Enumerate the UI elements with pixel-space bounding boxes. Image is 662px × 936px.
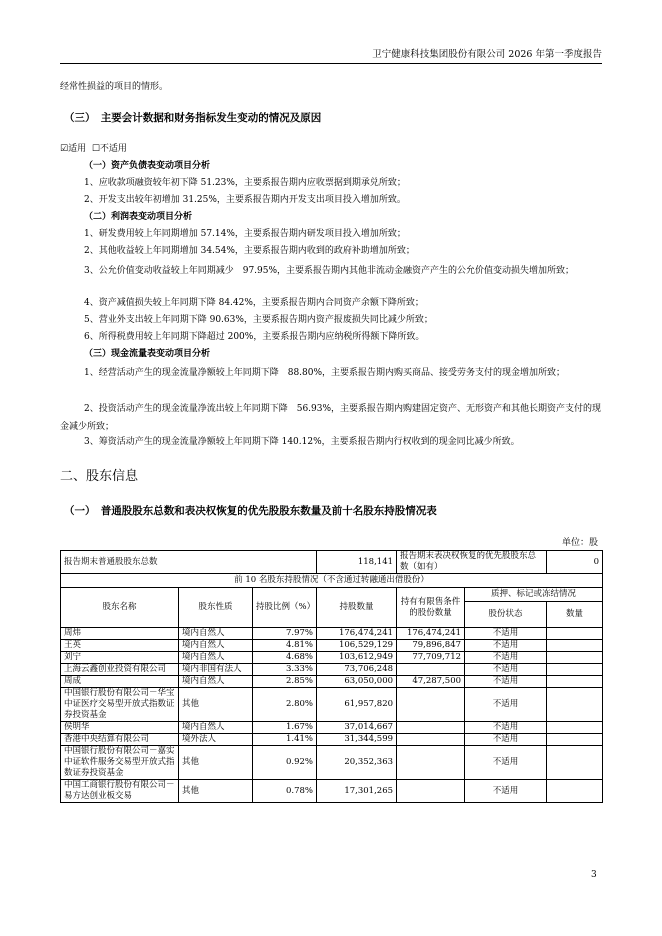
table-row (61, 652, 603, 664)
not-applicable-checkbox: ☐不适用 (91, 144, 127, 154)
restricted-quantity: 176,474,241 (397, 628, 465, 640)
pledge-count (547, 652, 603, 664)
top10-title: 前 10 名股东持股情况（不含通过转融通出借股份） (61, 574, 603, 588)
pledge-status: 不适用 (465, 628, 547, 640)
shareholder-table (60, 550, 603, 803)
restricted-quantity: 79,896,847 (397, 640, 465, 652)
page-number: 3 (591, 870, 597, 880)
list-item: 3、筹资活动产生的现金流量净额较上年同期下降 140.12%，主要系报告期内行权收到的现金同比减少所致。 (84, 437, 520, 447)
list-item: 1、研发费用较上年同期增加 57.14%，主要系报告期内研发项目投入增加所致； (84, 229, 406, 239)
balance-sheet-title: （一）资产负债表变动项目分析 (84, 161, 211, 171)
holding-ratio: 2.85% (253, 676, 317, 688)
list-item: 5、营业外支出较上年同期下降 90.63%，主要系报告期内资产报废损失同比减少所致； (84, 315, 433, 325)
shareholder-name: 刘宁 (61, 652, 179, 664)
preferred-shareholders-label: 报告期末表决权恢复的优先股股东总数（如有） (397, 551, 547, 574)
holding-ratio: 0.92% (253, 746, 317, 780)
applicable-checkbox: ☑适用 (60, 144, 87, 154)
pledge-count (547, 688, 603, 722)
table-row (61, 664, 603, 676)
pledge-count (547, 676, 603, 688)
holding-quantity: 17,301,265 (317, 780, 397, 803)
shareholder-name: 上海云鑫创业投资有限公司 (61, 664, 179, 676)
unit-label: 单位：股 (561, 538, 598, 548)
shareholder-nature: 其他 (179, 688, 253, 722)
holding-quantity: 31,344,599 (317, 734, 397, 746)
shareholder-name: 周炜 (61, 628, 179, 640)
holding-quantity: 176,474,241 (317, 628, 397, 640)
list-item: 4、资产减值损失较上年同期下降 84.42%，主要系报告期内合同资产余额下降所致； (84, 298, 424, 308)
holding-quantity: 106,529,129 (317, 640, 397, 652)
table-row (61, 780, 603, 803)
pledge-count (547, 628, 603, 640)
col-count-header: 数量 (547, 602, 603, 628)
restricted-quantity (397, 722, 465, 734)
shareholder-nature: 境外法人 (179, 734, 253, 746)
holding-quantity: 20,352,363 (317, 746, 397, 780)
shareholder-name: 中国工商银行股份有限公司－易方达创业板交易 (61, 780, 179, 803)
pledge-status: 不适用 (465, 664, 547, 676)
restricted-quantity (397, 734, 465, 746)
pledge-count (547, 746, 603, 780)
holding-quantity: 63,050,000 (317, 676, 397, 688)
pledge-count (547, 734, 603, 746)
pledge-status: 不适用 (465, 746, 547, 780)
section-two-title: 二、股东信息 (60, 469, 139, 484)
col-status-header: 股份状态 (465, 602, 547, 628)
col-restricted-header: 持有有限售条件的股份数量 (397, 588, 465, 628)
col-qty-header: 持股数量 (317, 588, 397, 628)
table-row (61, 640, 603, 652)
shareholder-nature: 境内自然人 (179, 722, 253, 734)
shareholder-nature: 其他 (179, 780, 253, 803)
holding-ratio: 7.97% (253, 628, 317, 640)
holding-ratio: 1.67% (253, 722, 317, 734)
restricted-quantity (397, 688, 465, 722)
holding-quantity: 103,612,949 (317, 652, 397, 664)
holding-quantity: 37,014,667 (317, 722, 397, 734)
pledge-status: 不适用 (465, 722, 547, 734)
shareholder-nature: 境内非国有法人 (179, 664, 253, 676)
list-item: 1、经营活动产生的现金流量净额较上年同期下降 88.80%，主要系报告期内购买商品、接受劳务支付的现金增加所致； (84, 368, 566, 378)
shareholder-nature: 境内自然人 (179, 676, 253, 688)
section-two-subtitle: （一） 普通股股东总数和表决权恢复的优先股股东数量及前十名股东持股情况表 (64, 505, 437, 517)
restricted-quantity (397, 780, 465, 803)
pledge-status: 不适用 (465, 780, 547, 803)
table-row (61, 688, 603, 722)
shareholder-name: 中国银行股份有限公司－嘉实中证软件服务交易型开放式指数证券投资基金 (61, 746, 179, 780)
list-item: 6、所得税费用较上年同期下降超过 200%，主要系报告期内应纳税所得额下降所致。 (84, 332, 425, 342)
col-ratio-header: 持股比例（%） (253, 588, 317, 628)
restricted-quantity: 77,709,712 (397, 652, 465, 664)
col-pledge-header: 质押、标记或冻结情况 (465, 588, 603, 602)
col-nature-header: 股东性质 (179, 588, 253, 628)
shareholder-nature: 其他 (179, 746, 253, 780)
applicability (60, 143, 127, 156)
shareholder-nature: 境内自然人 (179, 640, 253, 652)
pledge-status: 不适用 (465, 734, 547, 746)
pledge-count (547, 722, 603, 734)
holding-ratio: 3.33% (253, 664, 317, 676)
total-shareholders-label: 报告期末普通股股东总数 (61, 551, 317, 574)
preferred-shareholders-value: 0 (547, 551, 603, 574)
list-item: 3、公允价值变动收益较上年同期减少 97.95%，主要系报告期内其他非流动金融资产产生的公允价值变动损失增加所致； (84, 266, 575, 276)
shareholder-name: 侯明华 (61, 722, 179, 734)
table-row (61, 722, 603, 734)
list-item: 1、应收款项融资较年初下降 51.23%，主要系报告期内应收票据到期承兑所致； (84, 178, 406, 188)
list-item: 2、投资活动产生的现金流量净流出较上年同期下降 56.93%，主要系报告期内购建固定资产、无形资产和其他长期资产支付的现金减少所致； (60, 404, 602, 432)
pledge-count (547, 780, 603, 803)
page-header: 卫宁健康科技集团股份有限公司 2026 年第一季度报告 (60, 46, 602, 64)
table-row (61, 676, 603, 688)
cash-flow-title: （三）现金流量表变动项目分析 (84, 349, 211, 359)
restricted-quantity (397, 746, 465, 780)
pledge-count (547, 664, 603, 676)
pledge-status: 不适用 (465, 688, 547, 722)
col-name-header: 股东名称 (61, 588, 179, 628)
section3-title: （三） 主要会计数据和财务指标发生变动的情况及原因 (64, 112, 322, 124)
total-shareholders-value: 118,141 (317, 551, 397, 574)
holding-ratio: 1.41% (253, 734, 317, 746)
list-item: 2、开发支出较年初增加 31.25%，主要系报告期内开发支出项目投入增加所致。 (84, 195, 406, 205)
shareholder-name: 香港中央结算有限公司 (61, 734, 179, 746)
intro-tail: 经常性损益的项目的情形。 (60, 82, 169, 92)
holding-quantity: 61,957,820 (317, 688, 397, 722)
holding-ratio: 4.68% (253, 652, 317, 664)
pledge-status: 不适用 (465, 640, 547, 652)
income-statement-title: （二）利润表变动项目分析 (84, 212, 193, 222)
shareholder-name: 王英 (61, 640, 179, 652)
table-row (61, 628, 603, 640)
shareholder-name: 周成 (61, 676, 179, 688)
holding-ratio: 4.81% (253, 640, 317, 652)
restricted-quantity (397, 664, 465, 676)
table-row (61, 734, 603, 746)
shareholder-nature: 境内自然人 (179, 628, 253, 640)
holding-quantity: 73,706,248 (317, 664, 397, 676)
restricted-quantity: 47,287,500 (397, 676, 465, 688)
table-row (61, 746, 603, 780)
pledge-count (547, 640, 603, 652)
shareholder-name: 中国银行股份有限公司－华宝中证医疗交易型开放式指数证券投资基金 (61, 688, 179, 722)
pledge-status: 不适用 (465, 652, 547, 664)
holding-ratio: 2.80% (253, 688, 317, 722)
shareholder-nature: 境内自然人 (179, 652, 253, 664)
list-item: 2、其他收益较上年同期增加 34.54%，主要系报告期内收到的政府补助增加所致； (84, 246, 415, 256)
pledge-status: 不适用 (465, 676, 547, 688)
holding-ratio: 0.78% (253, 780, 317, 803)
